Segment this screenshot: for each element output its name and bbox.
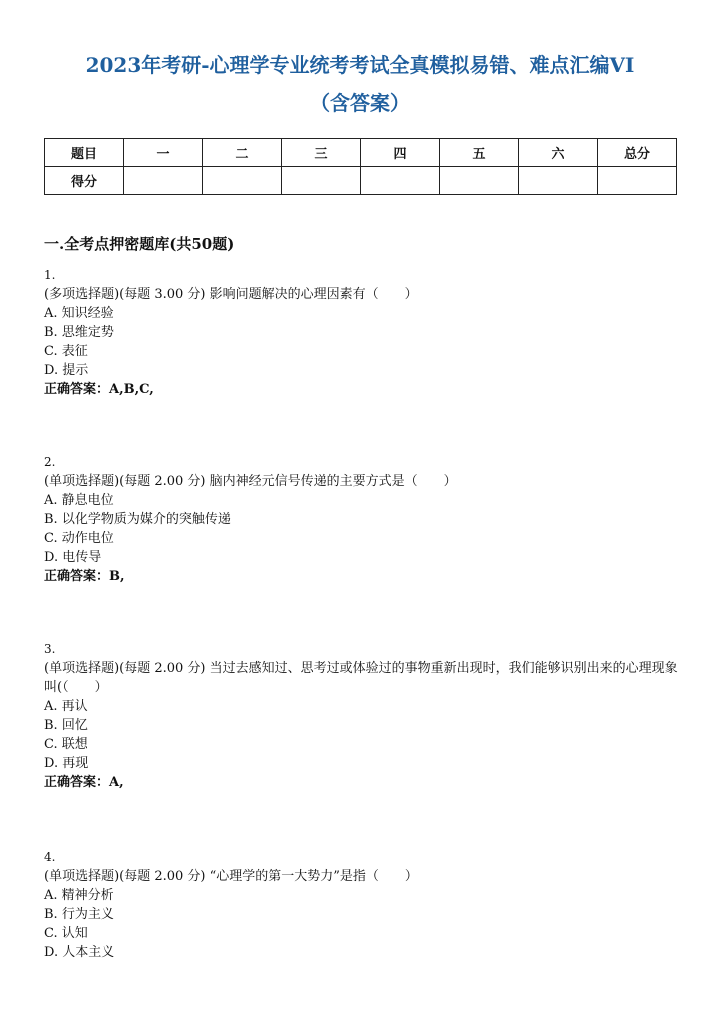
question-1: [44, 266, 680, 399]
question-2: [44, 453, 680, 586]
header-cell: 一: [124, 139, 203, 167]
section-title: 一.全考点押密题库(共50题): [44, 235, 235, 253]
option: A. 再认: [44, 699, 88, 714]
option: C. 表征: [44, 344, 88, 359]
score-cell: [598, 167, 677, 195]
option: D. 再现: [44, 756, 89, 771]
score-table-header-row: [45, 139, 677, 167]
option: A. 精神分析: [44, 888, 114, 903]
score-cell: [124, 167, 203, 195]
document-title: [40, 46, 680, 122]
question-4: [44, 848, 680, 962]
question-stem: (单项选择题)(每题 2.00 分) 脑内神经元信号传递的主要方式是（ ）: [44, 474, 457, 489]
correct-answer: 正确答案：A,: [44, 775, 124, 790]
question-stem: (单项选择题)(每题 2.00 分) “心理学的第一大势力”是指（ ）: [44, 869, 418, 884]
header-cell: 总分: [598, 139, 677, 167]
header-cell: 六: [519, 139, 598, 167]
correct-answer: 正确答案：A,B,C,: [44, 382, 154, 397]
question-number: 4.: [44, 850, 56, 864]
header-cell: 二: [203, 139, 282, 167]
question-number: 2.: [44, 455, 56, 469]
title-line-1: 2023年考研-心理学专业统考考试全真模拟易错、难点汇编VI: [85, 53, 635, 77]
score-cell: [519, 167, 598, 195]
question-stem: (多项选择题)(每题 3.00 分) 影响问题解决的心理因素有（ ）: [44, 287, 418, 302]
option: B. 回忆: [44, 718, 88, 733]
option: B. 行为主义: [44, 907, 114, 922]
score-cell: [361, 167, 440, 195]
score-table-score-row: [45, 167, 677, 195]
option: C. 动作电位: [44, 531, 114, 546]
title-line-2: （含答案）: [310, 91, 410, 115]
option: A. 知识经验: [44, 306, 114, 321]
option: D. 电传导: [44, 550, 102, 565]
score-cell: [440, 167, 519, 195]
option: B. 思维定势: [44, 325, 114, 340]
score-cell: [282, 167, 361, 195]
question-3: [44, 640, 680, 792]
question-number: 3.: [44, 642, 56, 656]
option: C. 认知: [44, 926, 88, 941]
header-cell: 四: [361, 139, 440, 167]
option: A. 静息电位: [44, 493, 114, 508]
header-cell: 题目: [45, 139, 124, 167]
option: B. 以化学物质为媒介的突触传递: [44, 512, 231, 527]
question-stem: (单项选择题)(每题 2.00 分) 当过去感知过、思考过或体验过的事物重新出现时，我们能够识别出来的心理现象叫(（ ）: [44, 661, 678, 695]
option: D. 人本主义: [44, 945, 115, 960]
header-cell: 三: [282, 139, 361, 167]
question-number: 1.: [44, 268, 56, 282]
score-table: [44, 138, 677, 195]
header-cell: 五: [440, 139, 519, 167]
option: D. 提示: [44, 363, 89, 378]
correct-answer: 正确答案：B,: [44, 569, 125, 584]
score-cell: [203, 167, 282, 195]
score-row-label: 得分: [45, 167, 124, 195]
option: C. 联想: [44, 737, 88, 752]
